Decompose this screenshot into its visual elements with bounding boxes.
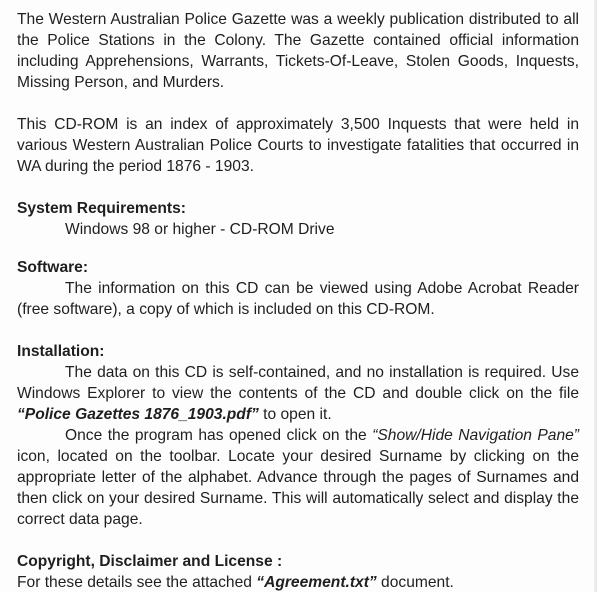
copyright-text (17, 572, 579, 593)
software-heading: Software: (17, 259, 89, 276)
system-requirements-section (17, 198, 579, 240)
software-section (17, 257, 579, 320)
copyright-text-b: document. (376, 574, 454, 591)
installation-text-1a: The data on this CD is self-contained, and no installation is required. Use Windows Explorer to view the contents of the CD and double click on the file (17, 364, 579, 402)
document-page (17, 9, 579, 593)
copyright-section (17, 551, 579, 593)
system-requirements-text: Windows 98 or higher - CD-ROM Drive (65, 221, 335, 238)
installation-text-2a: Once the program has opened click on the (65, 427, 373, 444)
navigation-pane-label: “Show/Hide Navigation Pane” (372, 427, 579, 444)
system-requirements-heading: System Requirements: (17, 200, 186, 217)
pdf-file-name: “Police Gazettes 1876_1903.pdf” (17, 406, 259, 423)
installation-text-2b: icon, located on the toolbar. Locate your desired Surname by clicking on the appropriate letter of the alphabet. Advance through the pages of Surnames and then click on your desired Surname. This will automatically select and display the correct data page. (17, 448, 579, 528)
installation-heading: Installation: (17, 343, 105, 360)
installation-paragraph-2 (17, 425, 579, 530)
installation-paragraph-1 (17, 362, 579, 425)
copyright-text-a: For these details see the attached (17, 574, 257, 591)
installation-section (17, 341, 579, 530)
copyright-heading: Copyright, Disclaimer and License : (17, 553, 283, 570)
intro-paragraph-cdrom: This CD-ROM is an index of approximately 3,500 Inquests that were held in various Western Australian Police Courts to investigate fatalities that occurred in WA during the period 1876 - 1903. (17, 116, 579, 175)
agreement-file-name: “Agreement.txt” (256, 574, 377, 591)
intro-paragraph-gazette: The Western Australian Police Gazette was a weekly publication distributed to all the Police Stations in the Colony. The Gazette contained official information including Apprehensions, Warrants, Tickets-Of-Leave, Stolen Goods, Inquests, Missing Person, and Murders. (17, 11, 579, 91)
software-text: The information on this CD can be viewed using Adobe Acrobat Reader (free software), a copy of which is included on this CD-ROM. (17, 280, 579, 318)
installation-text-1b: to open it. (258, 406, 332, 423)
